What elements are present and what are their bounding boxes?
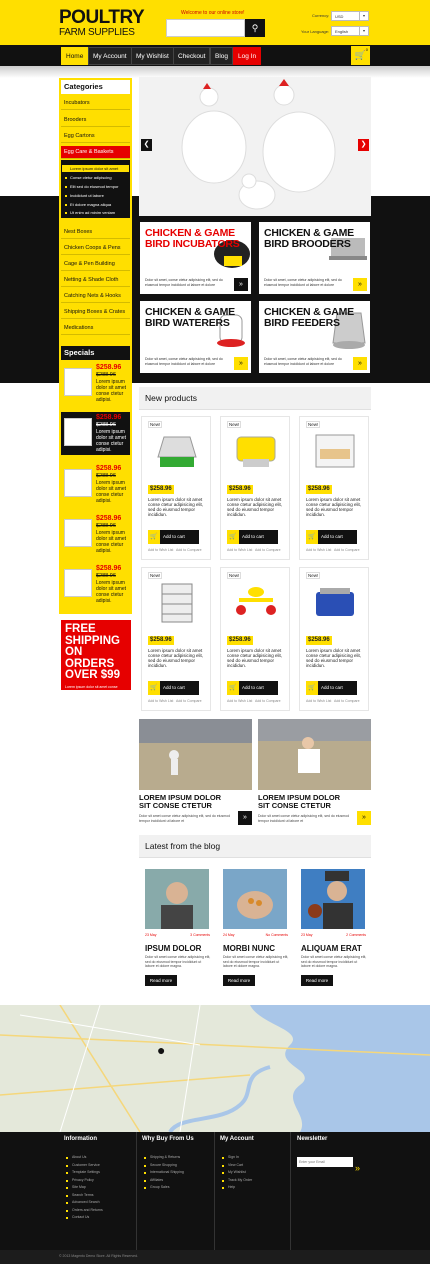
sidebar-item-cage-pen[interactable]: Cage & Pen Building <box>61 258 130 271</box>
footer-links-my-account <box>222 1154 252 1192</box>
nav-my-account[interactable]: My Account <box>88 47 132 65</box>
sidebar-item-egg-cartons[interactable]: Egg Cartons <box>61 130 130 143</box>
special-price: $258.96 <box>96 414 122 421</box>
subcategory-item[interactable]: Conse ctetur adipiscing <box>62 174 129 181</box>
product-card[interactable] <box>141 567 211 711</box>
footer-link[interactable]: Template Settings <box>66 1169 103 1177</box>
map-image <box>0 1005 430 1132</box>
product-card[interactable] <box>220 567 290 711</box>
special-price: $258.96 <box>96 364 122 371</box>
blog-post-title: IPSUM DOLOR <box>145 944 202 953</box>
product-image <box>152 580 202 626</box>
special-desc: Lorem ipsum dolor sit amet conse ctetur adipisi. <box>96 429 127 453</box>
footer-link[interactable]: Secure Shopping <box>144 1162 184 1170</box>
new-products-title: New products <box>139 387 371 410</box>
special-old-price: $288.96 <box>96 523 116 529</box>
sidebar-item-catching-nets[interactable]: Catching Nets & Hooks <box>61 290 130 303</box>
add-to-compare-link[interactable]: Add to Compare <box>176 548 202 552</box>
currency-value: USD <box>335 14 344 19</box>
add-to-cart-button[interactable] <box>227 530 278 544</box>
post-desc: Dolor sit amet conse ctetur adipisicing elit, sed do eiusmod tempor incididunt ut labore et <box>139 814 231 823</box>
poultry-farm-image <box>139 719 252 790</box>
hero-chickens-image <box>139 77 371 216</box>
newsletter-email-input[interactable] <box>297 1157 353 1167</box>
special-item[interactable] <box>61 563 130 606</box>
banner-title: CHICKEN & GAME BIRD WATERERS <box>145 306 235 329</box>
banner-title: CHICKEN & GAME BIRD FEEDERS <box>264 306 354 329</box>
cart-icon: 🛒 <box>148 530 160 544</box>
read-more-button[interactable]: Read more <box>301 975 333 986</box>
currency-label: Currency: <box>312 13 330 18</box>
blog-date: 23 May <box>301 933 313 937</box>
currency-select[interactable] <box>331 11 369 21</box>
double-chevron-icon: » <box>362 814 366 821</box>
banner-arrow-button[interactable] <box>353 278 367 291</box>
new-badge: New! <box>229 573 240 578</box>
newsletter-submit-button[interactable] <box>355 1163 360 1173</box>
product-price: $258.96 <box>229 486 251 492</box>
free-shipping-desc: Lorem ipsum dolor sit amet conse ctetur adipisicing elit, sed do eiusmod <box>65 684 124 694</box>
add-to-cart-label: Add to cart <box>321 534 343 539</box>
banner-arrow-button[interactable] <box>234 278 248 291</box>
banner-title: CHICKEN & GAME BIRD INCUBATORS <box>145 227 240 250</box>
special-price: $258.96 <box>96 565 122 572</box>
nav-home[interactable]: Home <box>61 47 88 65</box>
add-to-cart-label: Add to cart <box>321 685 343 690</box>
product-desc: Lorem ipsum dolor sit amet conse ctetur adipisicing elit, sed do eiusmod tempor incididun. <box>227 648 283 668</box>
add-to-cart-button[interactable] <box>227 681 278 695</box>
new-badge: New! <box>229 422 240 427</box>
product-image <box>310 580 360 626</box>
footer-divider <box>214 1132 215 1250</box>
footer-link[interactable]: Orders and Returns <box>66 1207 103 1215</box>
location-map[interactable] <box>0 1005 430 1132</box>
subcategory-item[interactable]: Lorem ipsum dolor sit amet <box>62 165 129 172</box>
banner-desc: Dolor sit amet, conse ctetur adipisicing elit, sed do eiusmod tempor incididunt ut labore et dolore <box>145 278 223 287</box>
sidebar-item-incubators[interactable]: Incubators <box>61 97 130 110</box>
free-shipping-banner[interactable] <box>61 620 131 694</box>
language-select[interactable] <box>331 26 369 36</box>
blog-image <box>223 869 287 929</box>
slider-prev-button[interactable] <box>141 139 152 151</box>
search-button[interactable] <box>245 19 265 37</box>
product-desc: Lorem ipsum dolor sit amet conse ctetur adipisicing elit, sed do eiusmod tempor incididun. <box>306 497 362 517</box>
footer-link[interactable]: Contact Us <box>66 1214 103 1222</box>
cart-button[interactable] <box>351 46 370 65</box>
special-thumbnail <box>64 569 92 597</box>
special-thumbnail <box>64 368 92 396</box>
nav-my-wishlist[interactable]: My Wishlist <box>131 47 174 65</box>
cart-icon: 🛒 <box>354 50 367 60</box>
banner-arrow-button[interactable] <box>353 357 367 370</box>
banner-desc: Dolor sit amet, conse ctetur adipisicing elit, sed do eiusmod tempor incididunt ut labore et dolore <box>264 278 342 287</box>
add-to-wishlist-link[interactable]: Add to Wish List <box>227 699 253 703</box>
footer-link[interactable]: International Shipping <box>144 1169 184 1177</box>
banner-desc: Dolor sit amet, conse ctetur adipisicing elit, sed do eiusmod tempor incididunt ut labore et dolore <box>145 357 223 366</box>
double-chevron-icon: » <box>239 360 243 367</box>
blog-post[interactable] <box>297 865 371 993</box>
blog-title: Latest from the blog <box>139 835 371 858</box>
sidebar-item-netting[interactable]: Netting & Shade Cloth <box>61 274 130 287</box>
new-badge: New! <box>308 573 319 578</box>
footer-link[interactable]: Privacy Policy <box>66 1177 103 1185</box>
copyright-text: © 2013 Magento Demo Store. All Rights Reserved. <box>59 1254 139 1258</box>
logo-subtitle[interactable]: FARM SUPPLIES <box>59 27 135 38</box>
product-desc: Lorem ipsum dolor sit amet conse ctetur adipisicing elit, sed do eiusmod tempor incididun. <box>148 648 204 668</box>
add-to-compare-link[interactable]: Add to Compare <box>176 699 202 703</box>
add-to-cart-button[interactable] <box>306 681 357 695</box>
blog-post-desc: Dolor sit amet conse ctetur adipisicing elit, sed do eiusmod tempor incididunt ut labore et dolore magna. <box>145 955 211 968</box>
special-old-price: $288.96 <box>96 422 116 428</box>
farmer-image <box>258 719 371 790</box>
sidebar-item-egg-care[interactable]: Egg Care & Baskets <box>61 146 130 159</box>
cart-icon: 🛒 <box>306 681 318 695</box>
product-image <box>152 429 202 475</box>
subcategory-item[interactable]: Ut enim ad minim veniam <box>62 209 129 216</box>
product-card[interactable] <box>220 416 290 560</box>
chevron-down-icon: ▾ <box>359 27 368 35</box>
banner-feeders[interactable] <box>259 301 370 373</box>
cart-icon: 🛒 <box>306 530 318 544</box>
search-icon: ⚲ <box>251 23 259 33</box>
special-old-price: $288.96 <box>96 372 116 378</box>
special-item[interactable] <box>61 362 130 405</box>
product-price: $258.96 <box>150 486 172 492</box>
cart-icon: 🛒 <box>148 681 160 695</box>
specials-title: Specials <box>61 346 130 360</box>
new-badge: New! <box>150 573 161 578</box>
blog-post-title: MORBI NUNC <box>223 944 275 953</box>
footer-link[interactable]: Affiliates <box>144 1177 184 1185</box>
sidebar-item-chicken-coops[interactable]: Chicken Coops & Pens <box>61 242 130 255</box>
cart-icon: 🛒 <box>227 530 239 544</box>
footer-link[interactable]: Group Sales <box>144 1184 184 1192</box>
product-card[interactable] <box>299 416 369 560</box>
chevron-down-icon: ▾ <box>359 12 368 20</box>
blog-date: 24 May <box>223 933 235 937</box>
post-arrow-button[interactable] <box>238 811 252 825</box>
banner-arrow-button[interactable] <box>234 357 248 370</box>
chevron-left-icon: ❮ <box>143 141 150 148</box>
banner-desc: Dolor sit amet, conse ctetur adipisicing elit, sed do eiusmod tempor incididunt ut labore et dolore <box>264 357 342 366</box>
product-desc: Lorem ipsum dolor sit amet conse ctetur adipisicing elit, sed do eiusmod tempor incididun. <box>148 497 204 517</box>
blog-comments[interactable]: No Comments <box>265 933 288 937</box>
feature-post[interactable] <box>139 719 252 839</box>
post-desc: Dolor sit amet conse ctetur adipisicing elit, sed do eiusmod tempor incididunt ut labore et <box>258 814 350 823</box>
special-thumbnail <box>64 418 92 446</box>
footer-link[interactable]: Help <box>222 1184 252 1192</box>
footer-link[interactable]: View Cart <box>222 1162 252 1170</box>
new-badge: New! <box>308 422 319 427</box>
product-card[interactable] <box>141 416 211 560</box>
blog-post[interactable] <box>219 865 293 993</box>
add-to-compare-link[interactable]: Add to Compare <box>334 699 360 703</box>
blog-post-desc: Dolor sit amet conse ctetur adipisicing elit, sed do eiusmod tempor incididunt ut labore et dolore magna. <box>301 955 367 968</box>
blog-post[interactable] <box>141 865 215 993</box>
sidebar-item-nest-boxes[interactable]: Nest Boxes <box>61 226 130 239</box>
blog-image <box>145 869 209 929</box>
footer-link[interactable]: Sign In <box>222 1154 252 1162</box>
special-item[interactable] <box>61 513 130 556</box>
banner-title: CHICKEN & GAME BIRD BROODERS <box>264 227 354 250</box>
sidebar-item-brooders[interactable]: Brooders <box>61 114 130 127</box>
special-price: $258.96 <box>96 515 122 522</box>
special-thumbnail <box>64 469 92 497</box>
double-chevron-icon: » <box>358 281 362 288</box>
post-title: LOREM IPSUM DOLOR SIT CONSE CTETUR <box>139 793 222 810</box>
special-item[interactable] <box>61 412 130 455</box>
footer-divider <box>136 1132 137 1250</box>
add-to-compare-link[interactable]: Add to Compare <box>334 548 360 552</box>
add-to-compare-link[interactable]: Add to Compare <box>255 699 281 703</box>
footer-divider <box>290 1132 291 1250</box>
product-image <box>310 429 360 475</box>
add-to-wishlist-link[interactable]: Add to Wish List <box>148 548 174 552</box>
footer-link[interactable]: My Wishlist <box>222 1169 252 1177</box>
double-chevron-icon: » <box>243 814 247 821</box>
footer-link[interactable]: Site Map <box>66 1184 103 1192</box>
add-to-cart-label: Add to cart <box>242 685 264 690</box>
product-desc: Lorem ipsum dolor sit amet conse ctetur adipisicing elit, sed do eiusmod tempor incididun. <box>306 648 362 668</box>
post-title: LOREM IPSUM DOLOR SIT CONSE CTETUR <box>258 793 341 810</box>
double-chevron-icon: » <box>358 360 362 367</box>
footer-link[interactable]: Track My Order <box>222 1177 252 1185</box>
special-thumbnail <box>64 519 92 547</box>
add-to-cart-button[interactable] <box>148 530 199 544</box>
free-shipping-title: FREE SHIPPING ON ORDERS OVER $99 <box>65 623 120 681</box>
blog-comments[interactable]: 3 Comments <box>190 933 210 937</box>
nav-log-in[interactable]: Log In <box>233 47 261 65</box>
product-image <box>231 580 281 626</box>
nav-blog[interactable]: Blog <box>210 47 233 65</box>
add-to-cart-label: Add to cart <box>163 534 185 539</box>
post-arrow-button[interactable] <box>357 811 371 825</box>
cart-count: 0 <box>365 47 368 52</box>
map-pin-icon[interactable]: ● <box>157 1042 166 1058</box>
banner-incubators[interactable] <box>140 222 251 294</box>
categories-title: Categories <box>61 80 130 94</box>
footer-link[interactable]: About Us <box>66 1154 103 1162</box>
footer-link[interactable]: Shipping & Returns <box>144 1154 184 1162</box>
add-to-cart-label: Add to cart <box>163 685 185 690</box>
read-more-button[interactable]: Read more <box>145 975 177 986</box>
blog-post-title: ALIQUAM ERAT <box>301 944 362 953</box>
double-chevron-icon: » <box>355 1163 361 1173</box>
blog-image <box>301 869 365 929</box>
special-desc: Lorem ipsum dolor sit amet conse ctetur adipisi. <box>96 480 127 504</box>
banner-waterers[interactable] <box>140 301 251 373</box>
search-input[interactable] <box>166 19 245 37</box>
special-price: $258.96 <box>96 465 122 472</box>
product-price: $258.96 <box>229 637 251 643</box>
slider-next-button[interactable] <box>358 139 369 151</box>
special-old-price: $288.96 <box>96 573 116 579</box>
footer-title-information: Information <box>64 1136 97 1142</box>
special-desc: Lorem ipsum dolor sit amet conse ctetur adipisi. <box>96 580 127 604</box>
hero-slider[interactable] <box>139 77 371 216</box>
sidebar-item-medications[interactable]: Medications <box>61 322 130 335</box>
footer-link[interactable]: Customer Service <box>66 1162 103 1170</box>
footer-links-information <box>66 1154 103 1222</box>
double-chevron-icon: » <box>239 281 243 288</box>
add-to-wishlist-link[interactable]: Add to Wish List <box>306 548 332 552</box>
product-image <box>231 429 281 475</box>
special-item[interactable] <box>61 463 130 506</box>
logo-title[interactable]: POULTRY <box>59 7 145 28</box>
blog-comments[interactable]: 2 Comments <box>346 933 366 937</box>
footer-title-my-account: My Account <box>220 1136 254 1142</box>
product-price: $258.96 <box>150 637 172 643</box>
feature-post[interactable] <box>258 719 371 839</box>
footer-links-why-buy <box>144 1154 184 1192</box>
add-to-wishlist-link[interactable]: Add to Wish List <box>306 699 332 703</box>
add-to-cart-label: Add to cart <box>242 534 264 539</box>
special-old-price: $288.96 <box>96 473 116 479</box>
blog-post-desc: Dolor sit amet conse ctetur adipisicing elit, sed do eiusmod tempor incididunt ut labore et dolore magna. <box>223 955 289 968</box>
subcategory-item[interactable]: Incididunt ut labore <box>62 192 129 199</box>
cart-icon: 🛒 <box>227 681 239 695</box>
sidebar-item-shipping-boxes[interactable]: Shipping Boxes & Crates <box>61 306 130 319</box>
welcome-message: Welcome to our online store! <box>181 10 245 16</box>
special-desc: Lorem ipsum dolor sit amet conse ctetur adipisi. <box>96 379 127 403</box>
special-desc: Lorem ipsum dolor sit amet conse ctetur adipisi. <box>96 530 127 554</box>
footer-link[interactable]: Search Terms <box>66 1192 103 1200</box>
product-price: $258.96 <box>308 637 330 643</box>
blog-date: 23 May <box>145 933 157 937</box>
language-value: English <box>335 29 349 34</box>
read-more-button[interactable]: Read more <box>223 975 255 986</box>
add-to-cart-button[interactable] <box>148 681 199 695</box>
new-badge: New! <box>150 422 161 427</box>
footer-title-newsletter: Newsletter <box>297 1136 328 1142</box>
add-to-wishlist-link[interactable]: Add to Wish List <box>148 699 174 703</box>
chevron-right-icon: ❯ <box>360 141 367 148</box>
footer-link[interactable]: Advanced Search <box>66 1199 103 1207</box>
banner-brooders[interactable] <box>259 222 370 294</box>
subcategory-item[interactable]: Et dolore magna aliqua <box>62 201 129 208</box>
product-desc: Lorem ipsum dolor sit amet conse ctetur adipisicing elit, sed do eiusmod tempor incididun. <box>227 497 283 517</box>
language-label: Your Language: <box>301 29 330 34</box>
nav-checkout[interactable]: Checkout <box>173 47 210 65</box>
footer-title-why-buy: Why Buy From Us <box>142 1136 194 1142</box>
add-to-wishlist-link[interactable]: Add to Wish List <box>227 548 253 552</box>
add-to-cart-button[interactable] <box>306 530 357 544</box>
product-card[interactable] <box>299 567 369 711</box>
subcategory-item[interactable]: Elit sed do eiusmod tempor <box>62 183 129 190</box>
add-to-compare-link[interactable]: Add to Compare <box>255 548 281 552</box>
footer <box>0 1132 430 1264</box>
product-price: $258.96 <box>308 486 330 492</box>
